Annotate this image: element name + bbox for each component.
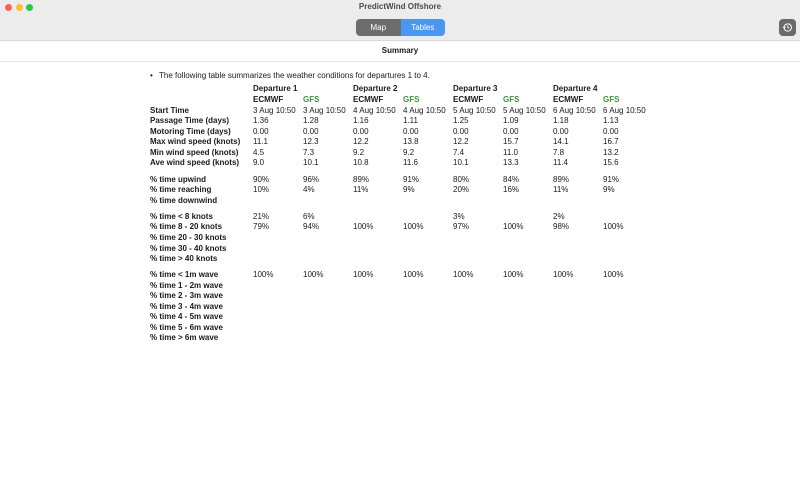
table-cell: 10.8: [353, 158, 369, 167]
row-label: % time reaching: [150, 185, 212, 194]
history-icon: [782, 22, 793, 33]
table-cell: 100%: [303, 270, 324, 279]
departure-header: Departure 2: [353, 84, 398, 93]
departure-header: Departure 4: [553, 84, 598, 93]
table-cell: 1.09: [503, 116, 519, 125]
table-cell: 4%: [303, 185, 315, 194]
row-label: % time > 6m wave: [150, 333, 219, 342]
table-cell: 1.11: [403, 116, 418, 125]
table-cell: 91%: [403, 175, 420, 184]
history-button[interactable]: [779, 19, 796, 36]
row-label: Min wind speed (knots): [150, 148, 239, 157]
row-label: % time 30 - 40 knots: [150, 244, 227, 253]
window-title: PredictWind Offshore: [358, 2, 442, 11]
table-cell: 0.00: [503, 127, 519, 136]
table-cell: 13.3: [503, 158, 519, 167]
table-cell: 79%: [253, 222, 270, 231]
table-cell: 15.6: [603, 158, 619, 167]
row-label: % time 1 - 2m wave: [150, 281, 223, 290]
start-time-cell: 3 Aug 10:50: [303, 106, 346, 115]
table-cell: 100%: [253, 270, 274, 279]
table-cell: 90%: [253, 175, 270, 184]
table-cell: 3%: [453, 212, 465, 221]
departure-header: Departure 1: [253, 84, 298, 93]
table-cell: 0.00: [553, 127, 569, 136]
table-cell: 11%: [553, 185, 569, 194]
table-cell: 100%: [603, 222, 624, 231]
model-header: ECMWF: [253, 95, 284, 104]
start-time-cell: 4 Aug 10:50: [403, 106, 446, 115]
table-cell: 1.18: [553, 116, 569, 125]
row-label: % time 5 - 6m wave: [150, 323, 223, 332]
start-time-cell: 6 Aug 10:50: [553, 106, 596, 115]
row-label: % time 4 - 5m wave: [150, 312, 223, 321]
table-cell: 12.2: [453, 137, 469, 146]
table-cell: 100%: [503, 270, 524, 279]
table-cell: 20%: [453, 185, 470, 194]
table-cell: 0.00: [453, 127, 469, 136]
row-label: % time upwind: [150, 175, 206, 184]
table-cell: 89%: [553, 175, 570, 184]
table-cell: 1.25: [453, 116, 469, 125]
table-cell: 7.8: [553, 148, 565, 157]
start-time-cell: 6 Aug 10:50: [603, 106, 646, 115]
row-label: Max wind speed (knots): [150, 137, 241, 146]
table-cell: 12.3: [303, 137, 319, 146]
start-time-cell: 4 Aug 10:50: [353, 106, 396, 115]
row-label: % time 20 - 30 knots: [150, 233, 227, 242]
table-cell: 94%: [303, 222, 320, 231]
table-cell: 100%: [403, 270, 424, 279]
table-cell: 10%: [253, 185, 270, 194]
table-cell: 11.0: [503, 148, 518, 157]
table-cell: 21%: [253, 212, 270, 221]
table-cell: 7.4: [453, 148, 465, 157]
table-cell: 100%: [503, 222, 524, 231]
intro-text: The following table summarizes the weather conditions for departures 1 to 4.: [159, 71, 430, 80]
row-label: % time 2 - 3m wave: [150, 291, 223, 300]
row-label: % time < 8 knots: [150, 212, 213, 221]
model-header: GFS: [503, 95, 520, 104]
model-header: ECMWF: [453, 95, 484, 104]
table-cell: 0.00: [603, 127, 619, 136]
table-cell: 96%: [303, 175, 320, 184]
table-cell: 14.1: [553, 137, 569, 146]
table-cell: 7.3: [303, 148, 315, 157]
table-cell: 0.00: [253, 127, 269, 136]
row-label: Passage Time (days): [150, 116, 230, 125]
table-cell: 11.6: [403, 158, 418, 167]
model-header: GFS: [603, 95, 620, 104]
row-label: % time 8 - 20 knots: [150, 222, 223, 231]
table-cell: 97%: [453, 222, 470, 231]
row-label: % time downwind: [150, 196, 218, 205]
model-header: GFS: [403, 95, 420, 104]
table-cell: 100%: [453, 270, 474, 279]
summary-heading: Summary: [0, 42, 800, 62]
departure-header: Departure 3: [453, 84, 498, 93]
table-cell: 16%: [503, 185, 520, 194]
table-cell: 100%: [353, 222, 374, 231]
table-cell: 9.2: [403, 148, 415, 157]
table-cell: 1.36: [253, 116, 269, 125]
table-cell: 89%: [353, 175, 370, 184]
table-cell: 10.1: [453, 158, 469, 167]
table-cell: 9.2: [353, 148, 365, 157]
row-label: Ave wind speed (knots): [150, 158, 240, 167]
table-cell: 6%: [303, 212, 315, 221]
model-header: ECMWF: [553, 95, 584, 104]
table-cell: 80%: [453, 175, 470, 184]
table-cell: 9%: [403, 185, 415, 194]
table-cell: 11.4: [553, 158, 568, 167]
tables-tab-button[interactable]: Tables: [401, 19, 446, 36]
table-cell: 0.00: [303, 127, 319, 136]
map-tab-button[interactable]: Map: [356, 19, 401, 36]
model-header: GFS: [303, 95, 320, 104]
table-cell: 91%: [603, 175, 620, 184]
table-cell: 2%: [553, 212, 565, 221]
table-cell: 100%: [353, 270, 374, 279]
model-header: ECMWF: [353, 95, 384, 104]
table-cell: 1.28: [303, 116, 319, 125]
start-time-cell: 3 Aug 10:50: [253, 106, 296, 115]
table-cell: 0.00: [353, 127, 369, 136]
table-cell: 1.16: [353, 116, 369, 125]
table-cell: 15.7: [503, 137, 519, 146]
table-cell: 16.7: [603, 137, 619, 146]
table-cell: 11%: [353, 185, 369, 194]
table-cell: 13.2: [603, 148, 619, 157]
table-cell: 0.00: [403, 127, 419, 136]
row-label: % time < 1m wave: [150, 270, 219, 279]
table-cell: 84%: [503, 175, 520, 184]
row-label: Start Time: [150, 106, 189, 115]
table-cell: 10.1: [303, 158, 319, 167]
table-cell: 13.8: [403, 137, 419, 146]
view-switcher: [356, 19, 445, 36]
table-cell: 12.2: [353, 137, 369, 146]
title-bar: [0, 0, 800, 41]
row-label: % time 3 - 4m wave: [150, 302, 223, 311]
row-label: % time > 40 knots: [150, 254, 218, 263]
bullet-marker: •: [150, 71, 153, 80]
table-cell: 100%: [553, 270, 574, 279]
table-cell: 98%: [553, 222, 570, 231]
table-cell: 100%: [603, 270, 624, 279]
table-cell: 4.5: [253, 148, 265, 157]
table-cell: 11.1: [253, 137, 268, 146]
start-time-cell: 5 Aug 10:50: [453, 106, 496, 115]
table-cell: 1.13: [603, 116, 619, 125]
table-cell: 9.0: [253, 158, 265, 167]
start-time-cell: 5 Aug 10:50: [503, 106, 546, 115]
table-cell: 100%: [403, 222, 424, 231]
table-cell: 9%: [603, 185, 615, 194]
row-label: Motoring Time (days): [150, 127, 231, 136]
